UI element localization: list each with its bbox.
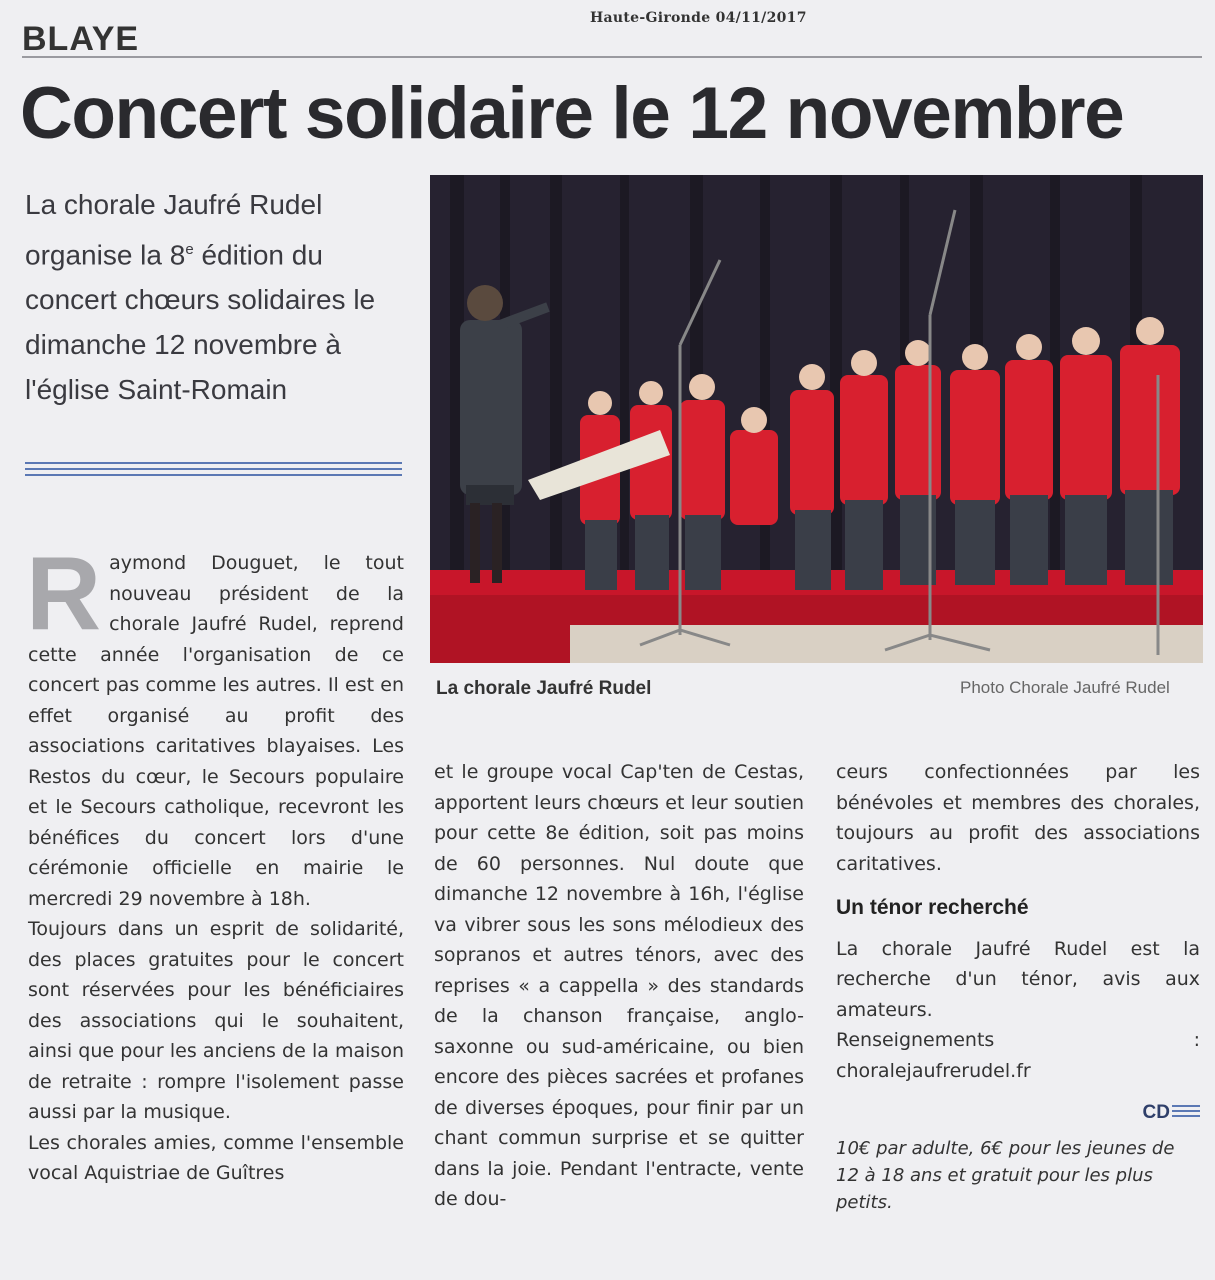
decorative-stripe	[25, 462, 402, 464]
paragraph: La chorale Jaufré Rudel est la recherche d'un ténor, avis aux amateurs.	[836, 937, 1200, 1021]
subheading: Un ténor recherché	[836, 896, 1029, 919]
drop-cap: R	[26, 536, 102, 652]
paragraph: ceurs confectionnées par les bénévoles et membres des chorales, toujours au profit des associations caritatives.	[836, 761, 1200, 875]
paragraph	[26, 536, 404, 914]
signature-lines-icon	[1172, 1105, 1200, 1119]
paragraph-text: aymond Douguet, le tout nouveau président de la chorale Jaufré Rudel, reprend cette année l'organisation de ce concert pas comme les autres. Il est en effet organisé au profit des associations caritatives blayaises. Les Restos du cœur, le Secours populaire et le Secours catholique, recevront les bénéfices du concert lors d'une cérémonie officielle en mairie le mercredi 29 novembre à 18h.	[28, 552, 404, 910]
photo-credit: Photo Chorale Jaufré Rudel	[960, 678, 1170, 697]
source-line: Haute-Gironde 04/11/2017	[590, 10, 807, 26]
paragraph: Les chorales amies, comme l'ensemble vocal Aquistriae de Guîtres	[28, 1131, 404, 1184]
decorative-stripe	[25, 468, 402, 470]
choir-photo	[430, 175, 1203, 663]
article-column-3	[836, 757, 1200, 1216]
standfirst	[25, 182, 415, 412]
paragraph: Renseignements : choralejaufrerudel.fr	[836, 1029, 1200, 1082]
decorative-stripe	[25, 474, 402, 476]
standfirst-part2: édition du concert chœurs solidaires le dimanche 12 novembre à l'église Saint-Romain	[25, 239, 376, 406]
headline: Concert solidaire le 12 novembre	[20, 73, 1124, 154]
article-column-2	[434, 757, 804, 1215]
article-column-1	[26, 536, 404, 1189]
standfirst-part1: La chorale Jaufré Rudel organise la 8	[25, 189, 323, 271]
top-rule	[22, 56, 1202, 58]
paragraph: Toujours dans un esprit de solidarité, des places gratuites pour le concert sont réservées pour les bénéficiaires des associations qui le souhaitent, ainsi que pour les anciens de la maison de retraite : rompre l'isolement passe aussi par la musique.	[28, 918, 404, 1123]
standfirst-superscript: e	[185, 241, 194, 258]
author-signature	[836, 1098, 1200, 1129]
signature-text: CD	[1142, 1102, 1170, 1123]
paragraph: et le groupe vocal Cap'ten de Cestas, apportent leurs chœurs et leur soutien pour cette 8e édition, soit pas moins de 60 personnes. Nul doute que dimanche 12 novembre à 16h, l'église va vibrer sous les sons mélodieux des sopranos et autres ténors, avec des reprises « a cappella » des standards de la chanson française, anglo-saxonne ou sud-américaine, ou bien encore des pièces sacrées et profanes de diverses époques, pour finir par un chant commun surprise et se quitter dans la joie. Pendant l'entracte, vente de dou-	[434, 761, 804, 1210]
rubric-title: BLAYE	[22, 20, 140, 58]
price-info: 10€ par adulte, 6€ pour les jeunes de 12 à 18 ans et gratuit pour les plus petits.	[836, 1137, 1175, 1213]
photo-caption: La chorale Jaufré Rudel	[436, 678, 652, 699]
